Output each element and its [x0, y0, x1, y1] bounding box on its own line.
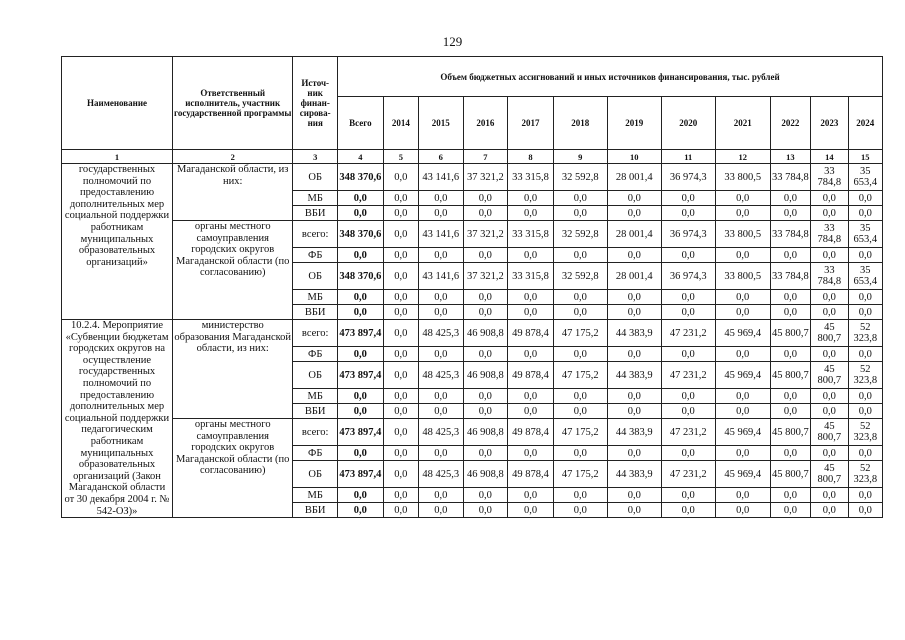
year-cell: 45 969,4 — [715, 461, 770, 488]
year-cell: 0,0 — [848, 191, 882, 206]
year-cell: 0,0 — [607, 290, 661, 305]
year-cell: 0,0 — [715, 248, 770, 263]
year-cell: 52 323,8 — [848, 419, 882, 446]
year-cell: 0,0 — [418, 206, 463, 221]
year-cell: 0,0 — [661, 503, 715, 518]
funding-source: МБ — [293, 290, 338, 305]
year-cell: 0,0 — [811, 191, 848, 206]
funding-source: МБ — [293, 191, 338, 206]
measure-name: 10.2.4. Мероприятие «Субвенции бюджетам городских округов на осуществление государственных полномочий по предоставлению дополнительных мер социальной поддержки педагогическим работникам муниципальных образовательных организаций (Закон Магаданской области от 30 декабря 2004 г. № 542-ОЗ)» — [62, 320, 173, 518]
year-cell: 0,0 — [661, 206, 715, 221]
year-cell: 0,0 — [383, 164, 418, 191]
year-cell: 0,0 — [383, 248, 418, 263]
year-cell: 0,0 — [607, 248, 661, 263]
year-cell: 0,0 — [383, 389, 418, 404]
year-cell: 32 592,8 — [553, 221, 607, 248]
year-cell: 36 974,3 — [661, 164, 715, 191]
year-cell: 37 321,2 — [463, 263, 508, 290]
year-cell: 0,0 — [770, 248, 810, 263]
year-cell: 0,0 — [715, 191, 770, 206]
total-cell: 0,0 — [338, 503, 384, 518]
year-cell: 48 425,3 — [418, 362, 463, 389]
year-cell: 52 323,8 — [848, 320, 882, 347]
year-cell: 37 321,2 — [463, 164, 508, 191]
funding-source: ВБИ — [293, 404, 338, 419]
year-cell: 0,0 — [383, 290, 418, 305]
funding-source: ФБ — [293, 248, 338, 263]
year-cell: 0,0 — [770, 206, 810, 221]
year-cell: 0,0 — [383, 446, 418, 461]
year-cell: 47 175,2 — [553, 419, 607, 446]
header-source: Источ-ник финан-сирова-ния — [293, 57, 338, 150]
column-number: 6 — [418, 150, 463, 164]
year-cell: 48 425,3 — [418, 461, 463, 488]
year-cell: 0,0 — [715, 404, 770, 419]
year-cell: 0,0 — [553, 488, 607, 503]
year-cell: 47 231,2 — [661, 320, 715, 347]
year-cell: 33 800,5 — [715, 164, 770, 191]
year-cell: 35 653,4 — [848, 263, 882, 290]
year-cell: 49 878,4 — [508, 461, 554, 488]
year-cell: 0,0 — [383, 206, 418, 221]
year-cell: 43 141,6 — [418, 164, 463, 191]
column-number: 7 — [463, 150, 508, 164]
total-cell: 0,0 — [338, 347, 384, 362]
year-cell: 0,0 — [848, 290, 882, 305]
year-cell: 0,0 — [418, 347, 463, 362]
year-cell: 33 784,8 — [811, 263, 848, 290]
year-cell: 0,0 — [553, 503, 607, 518]
responsible-executor: Магаданской области, из них: — [173, 164, 293, 221]
year-cell: 44 383,9 — [607, 320, 661, 347]
year-cell: 33 784,8 — [811, 221, 848, 248]
funding-source: ФБ — [293, 347, 338, 362]
year-cell: 0,0 — [715, 488, 770, 503]
year-cell: 0,0 — [770, 347, 810, 362]
year-cell: 0,0 — [553, 347, 607, 362]
year-cell: 0,0 — [661, 248, 715, 263]
header-year: 2024 — [848, 97, 882, 150]
year-cell: 0,0 — [463, 503, 508, 518]
column-number: 10 — [607, 150, 661, 164]
year-cell: 0,0 — [848, 446, 882, 461]
year-cell: 45 800,7 — [770, 419, 810, 446]
year-cell: 33 315,8 — [508, 263, 554, 290]
year-cell: 0,0 — [770, 290, 810, 305]
year-cell: 0,0 — [418, 248, 463, 263]
total-cell: 473 897,4 — [338, 362, 384, 389]
year-cell: 0,0 — [508, 305, 554, 320]
year-cell: 0,0 — [770, 305, 810, 320]
year-cell: 0,0 — [848, 488, 882, 503]
year-cell: 0,0 — [463, 206, 508, 221]
year-cell: 0,0 — [715, 389, 770, 404]
year-cell: 48 425,3 — [418, 419, 463, 446]
year-cell: 28 001,4 — [607, 164, 661, 191]
year-cell: 45 800,7 — [770, 320, 810, 347]
year-cell: 0,0 — [508, 503, 554, 518]
funding-source: ОБ — [293, 164, 338, 191]
year-cell: 0,0 — [661, 404, 715, 419]
table-row — [62, 320, 883, 347]
column-number: 8 — [508, 150, 554, 164]
header-year: 2021 — [715, 97, 770, 150]
year-cell: 0,0 — [661, 488, 715, 503]
year-cell: 0,0 — [383, 305, 418, 320]
year-cell: 47 231,2 — [661, 362, 715, 389]
year-cell: 0,0 — [848, 206, 882, 221]
year-cell: 33 784,8 — [811, 164, 848, 191]
total-cell: 0,0 — [338, 290, 384, 305]
year-cell: 0,0 — [661, 389, 715, 404]
year-cell: 0,0 — [463, 347, 508, 362]
year-cell: 0,0 — [811, 347, 848, 362]
year-cell: 0,0 — [463, 404, 508, 419]
year-cell: 47 175,2 — [553, 362, 607, 389]
year-cell: 0,0 — [508, 389, 554, 404]
year-cell: 0,0 — [463, 488, 508, 503]
header-year: 2022 — [770, 97, 810, 150]
year-cell: 0,0 — [383, 191, 418, 206]
year-cell: 0,0 — [715, 290, 770, 305]
header-year: 2023 — [811, 97, 848, 150]
year-cell: 0,0 — [553, 206, 607, 221]
total-cell: 0,0 — [338, 488, 384, 503]
year-cell: 43 141,6 — [418, 221, 463, 248]
header-year: 2018 — [553, 97, 607, 150]
budget-table — [61, 56, 883, 518]
year-cell: 0,0 — [508, 206, 554, 221]
year-cell: 44 383,9 — [607, 362, 661, 389]
header-year: 2015 — [418, 97, 463, 150]
year-cell: 0,0 — [553, 248, 607, 263]
year-cell: 0,0 — [715, 305, 770, 320]
year-cell: 0,0 — [383, 404, 418, 419]
column-number: 4 — [338, 150, 384, 164]
table-body — [62, 164, 883, 518]
year-cell: 35 653,4 — [848, 221, 882, 248]
responsible-executor: органы местного самоуправления городских округов Магаданской области (по согласованию) — [173, 221, 293, 320]
responsible-executor: органы местного самоуправления городских округов Магаданской области (по согласованию) — [173, 419, 293, 518]
year-cell: 32 592,8 — [553, 164, 607, 191]
year-cell: 33 784,8 — [770, 263, 810, 290]
year-cell: 0,0 — [848, 404, 882, 419]
year-cell: 0,0 — [848, 248, 882, 263]
header-executor: Ответственный исполнитель, участник государственной программы — [173, 57, 293, 150]
year-cell: 0,0 — [715, 503, 770, 518]
year-cell: 45 800,7 — [811, 362, 848, 389]
year-cell: 49 878,4 — [508, 419, 554, 446]
year-cell: 47 231,2 — [661, 419, 715, 446]
total-cell: 348 370,6 — [338, 164, 384, 191]
year-cell: 0,0 — [607, 206, 661, 221]
year-cell: 33 800,5 — [715, 221, 770, 248]
year-cell: 47 175,2 — [553, 320, 607, 347]
total-cell: 348 370,6 — [338, 263, 384, 290]
year-cell: 0,0 — [811, 206, 848, 221]
funding-source: ВБИ — [293, 503, 338, 518]
column-number: 15 — [848, 150, 882, 164]
year-cell: 0,0 — [508, 488, 554, 503]
year-cell: 0,0 — [607, 347, 661, 362]
year-cell: 0,0 — [811, 404, 848, 419]
year-cell: 0,0 — [607, 488, 661, 503]
year-cell: 0,0 — [508, 191, 554, 206]
funding-source: ОБ — [293, 461, 338, 488]
year-cell: 0,0 — [553, 389, 607, 404]
year-cell: 0,0 — [383, 347, 418, 362]
year-cell: 52 323,8 — [848, 362, 882, 389]
year-cell: 35 653,4 — [848, 164, 882, 191]
table-row — [62, 419, 883, 446]
total-cell: 0,0 — [338, 389, 384, 404]
total-cell: 0,0 — [338, 305, 384, 320]
year-cell: 0,0 — [607, 404, 661, 419]
year-cell: 0,0 — [383, 461, 418, 488]
year-cell: 0,0 — [848, 347, 882, 362]
year-cell: 0,0 — [418, 503, 463, 518]
year-cell: 33 800,5 — [715, 263, 770, 290]
year-cell: 47 231,2 — [661, 461, 715, 488]
year-cell: 0,0 — [553, 290, 607, 305]
year-cell: 0,0 — [463, 389, 508, 404]
year-cell: 0,0 — [770, 488, 810, 503]
year-cell: 0,0 — [770, 191, 810, 206]
year-cell: 44 383,9 — [607, 461, 661, 488]
year-cell: 0,0 — [715, 206, 770, 221]
funding-source: ОБ — [293, 263, 338, 290]
year-cell: 0,0 — [383, 419, 418, 446]
funding-source: всего: — [293, 419, 338, 446]
header-year: Всего — [338, 97, 384, 150]
year-cell: 49 878,4 — [508, 320, 554, 347]
year-cell: 45 800,7 — [811, 320, 848, 347]
total-cell: 473 897,4 — [338, 419, 384, 446]
year-cell: 46 908,8 — [463, 320, 508, 347]
year-cell: 0,0 — [508, 404, 554, 419]
year-cell: 0,0 — [418, 446, 463, 461]
year-cell: 0,0 — [463, 446, 508, 461]
year-cell: 0,0 — [607, 305, 661, 320]
year-cell: 0,0 — [418, 191, 463, 206]
header-year: 2020 — [661, 97, 715, 150]
year-cell: 0,0 — [607, 389, 661, 404]
year-cell: 0,0 — [508, 446, 554, 461]
page-number: 129 — [442, 34, 463, 49]
year-cell: 45 969,4 — [715, 362, 770, 389]
funding-source: МБ — [293, 488, 338, 503]
year-cell: 0,0 — [418, 404, 463, 419]
header-year: 2016 — [463, 97, 508, 150]
year-cell: 0,0 — [661, 347, 715, 362]
column-number: 1 — [62, 150, 173, 164]
year-cell: 0,0 — [508, 290, 554, 305]
year-cell: 0,0 — [553, 446, 607, 461]
header-year: 2019 — [607, 97, 661, 150]
year-cell: 45 969,4 — [715, 419, 770, 446]
column-number: 3 — [293, 150, 338, 164]
year-cell: 0,0 — [661, 305, 715, 320]
year-cell: 0,0 — [383, 320, 418, 347]
year-cell: 0,0 — [418, 488, 463, 503]
year-cell: 0,0 — [383, 221, 418, 248]
year-cell: 46 908,8 — [463, 362, 508, 389]
year-cell: 0,0 — [418, 389, 463, 404]
total-cell: 473 897,4 — [338, 320, 384, 347]
year-cell: 0,0 — [848, 305, 882, 320]
header-volume: Объем бюджетных ассигнований и иных источников финансирования, тыс. рублей — [338, 57, 883, 97]
year-cell: 0,0 — [811, 446, 848, 461]
year-cell: 0,0 — [811, 305, 848, 320]
year-cell: 46 908,8 — [463, 419, 508, 446]
year-cell: 0,0 — [811, 248, 848, 263]
column-number: 14 — [811, 150, 848, 164]
year-cell: 0,0 — [661, 290, 715, 305]
funding-source: ВБИ — [293, 305, 338, 320]
year-cell: 0,0 — [418, 290, 463, 305]
funding-source: ФБ — [293, 446, 338, 461]
year-cell: 0,0 — [661, 191, 715, 206]
year-cell: 36 974,3 — [661, 263, 715, 290]
year-cell: 0,0 — [607, 191, 661, 206]
year-cell: 0,0 — [811, 488, 848, 503]
total-cell: 0,0 — [338, 446, 384, 461]
year-cell: 0,0 — [508, 248, 554, 263]
column-number: 12 — [715, 150, 770, 164]
year-cell: 0,0 — [463, 290, 508, 305]
year-cell: 46 908,8 — [463, 461, 508, 488]
funding-source: МБ — [293, 389, 338, 404]
year-cell: 45 800,7 — [811, 461, 848, 488]
year-cell: 49 878,4 — [508, 362, 554, 389]
column-number: 9 — [553, 150, 607, 164]
total-cell: 473 897,4 — [338, 461, 384, 488]
year-cell: 36 974,3 — [661, 221, 715, 248]
year-cell: 48 425,3 — [418, 320, 463, 347]
total-cell: 0,0 — [338, 206, 384, 221]
year-cell: 0,0 — [383, 488, 418, 503]
year-cell: 0,0 — [770, 404, 810, 419]
total-cell: 0,0 — [338, 191, 384, 206]
total-cell: 0,0 — [338, 404, 384, 419]
year-cell: 0,0 — [848, 389, 882, 404]
year-cell: 52 323,8 — [848, 461, 882, 488]
year-cell: 0,0 — [770, 446, 810, 461]
funding-source: ОБ — [293, 362, 338, 389]
year-cell: 0,0 — [508, 347, 554, 362]
year-cell: 0,0 — [463, 248, 508, 263]
responsible-executor: министерство образования Магаданской области, из них: — [173, 320, 293, 419]
total-cell: 348 370,6 — [338, 221, 384, 248]
year-cell: 0,0 — [463, 191, 508, 206]
year-cell: 44 383,9 — [607, 419, 661, 446]
year-cell: 0,0 — [553, 305, 607, 320]
year-cell: 0,0 — [811, 503, 848, 518]
year-cell: 45 969,4 — [715, 320, 770, 347]
year-cell: 45 800,7 — [811, 419, 848, 446]
table-row — [62, 164, 883, 191]
column-number: 5 — [383, 150, 418, 164]
year-cell: 0,0 — [770, 389, 810, 404]
year-cell: 0,0 — [848, 503, 882, 518]
total-cell: 0,0 — [338, 248, 384, 263]
year-cell: 0,0 — [383, 362, 418, 389]
year-cell: 43 141,6 — [418, 263, 463, 290]
year-cell: 47 175,2 — [553, 461, 607, 488]
year-cell: 0,0 — [383, 263, 418, 290]
funding-source: ВБИ — [293, 206, 338, 221]
year-cell: 45 800,7 — [770, 362, 810, 389]
header-year: 2017 — [508, 97, 554, 150]
year-cell: 33 784,8 — [770, 221, 810, 248]
year-cell: 33 784,8 — [770, 164, 810, 191]
funding-source: всего: — [293, 221, 338, 248]
year-cell: 37 321,2 — [463, 221, 508, 248]
year-cell: 0,0 — [811, 389, 848, 404]
year-cell: 28 001,4 — [607, 221, 661, 248]
funding-source: всего: — [293, 320, 338, 347]
measure-name: государственных полномочий по предоставлению дополнительных мер социальной поддержки работникам муниципальных образовательных организаций» — [62, 164, 173, 320]
year-cell: 0,0 — [553, 191, 607, 206]
column-number: 2 — [173, 150, 293, 164]
year-cell: 0,0 — [607, 446, 661, 461]
header-year: 2014 — [383, 97, 418, 150]
year-cell: 33 315,8 — [508, 221, 554, 248]
column-number: 13 — [770, 150, 810, 164]
year-cell: 32 592,8 — [553, 263, 607, 290]
column-number: 11 — [661, 150, 715, 164]
year-cell: 0,0 — [811, 290, 848, 305]
year-cell: 0,0 — [463, 305, 508, 320]
year-cell: 0,0 — [553, 404, 607, 419]
year-cell: 45 800,7 — [770, 461, 810, 488]
year-cell: 0,0 — [383, 503, 418, 518]
table-row — [62, 221, 883, 248]
year-cell: 28 001,4 — [607, 263, 661, 290]
year-cell: 0,0 — [607, 503, 661, 518]
year-cell: 33 315,8 — [508, 164, 554, 191]
year-cell: 0,0 — [418, 305, 463, 320]
year-cell: 0,0 — [715, 347, 770, 362]
header-name: Наименование — [62, 57, 173, 150]
year-cell: 0,0 — [661, 446, 715, 461]
year-cell: 0,0 — [715, 446, 770, 461]
year-cell: 0,0 — [770, 503, 810, 518]
